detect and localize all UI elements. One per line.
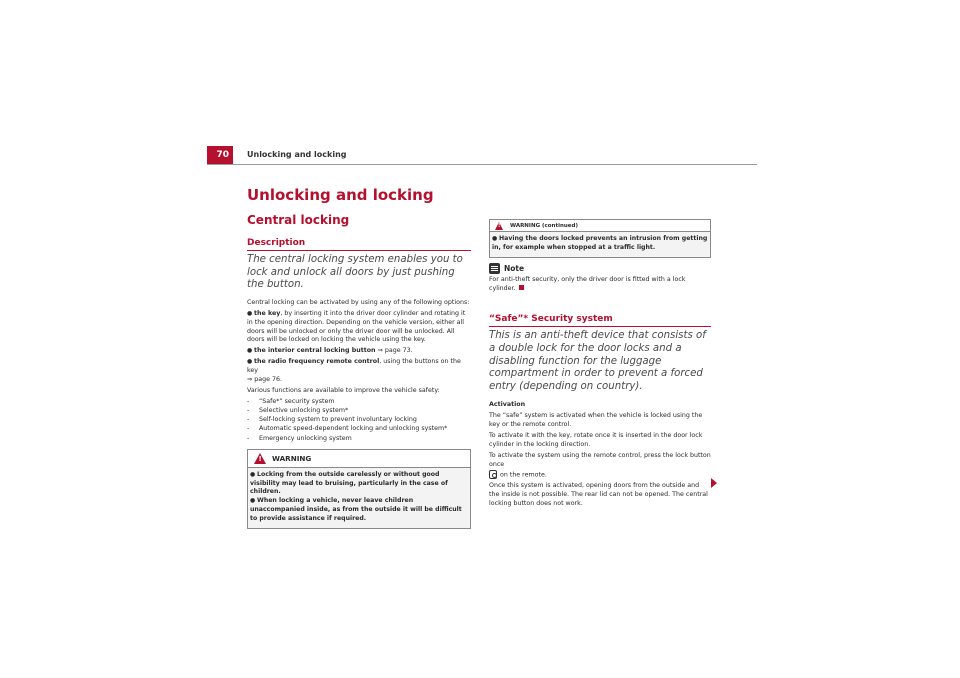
bullet-item: [247, 347, 471, 356]
warning-header: [490, 220, 710, 232]
bullet-icon: ●: [247, 309, 253, 317]
running-header: Unlocking and locking: [247, 150, 347, 159]
page-reference-link[interactable]: ⇒ page 73.: [377, 347, 413, 355]
bullet-bold: the interior central locking button: [254, 347, 376, 355]
note-label: Note: [504, 263, 525, 273]
bullet-icon: ●: [492, 235, 498, 242]
list-item: - Automatic speed-dependent locking and unlocking system*: [247, 424, 471, 433]
bullet-bold: the key: [254, 309, 281, 317]
bullet-text: , by inserting it into the driver door cylinder and rotating it in the opening direction. Depending on the vehicle version, either all doors will be unlocked or only the driver door will be unlocked. All doors will be locked on locking the vehicle using the key.: [247, 309, 466, 344]
paragraph: Central locking can be activated by using any of the following options:: [247, 298, 470, 306]
subsection-rule: [489, 326, 711, 327]
paragraph-text: To activate the system using the remote control, press the lock button once: [489, 451, 711, 468]
warning-box-continued: [489, 219, 711, 258]
warning-body: [248, 468, 470, 528]
subsection-title: Description: [247, 238, 306, 248]
warning-item: [250, 497, 468, 523]
warning-label: WARNING (continued): [510, 222, 578, 229]
note-body: For anti-theft security, only the driver door is fitted with a lock cylinder.: [489, 275, 686, 292]
bullet-item: [247, 310, 471, 346]
warning-label: WARNING: [272, 453, 312, 463]
intro-text: This is an anti-theft device that consists of a double lock for the door locks and a disabling function for the luggage compartment in order to prevent a forced entry (depending on country).: [489, 330, 706, 392]
paragraph: The “safe” system is activated when the vehicle is locked using the key or the remote control.: [489, 412, 703, 429]
warning-text: Locking from the outside carelessly or without good visibility may lead to bruising, particularly in the case of children.: [250, 470, 448, 496]
warning-item: [492, 235, 708, 253]
bullet-icon: ●: [247, 347, 253, 355]
subsection-title: “Safe”* Security system: [489, 314, 613, 325]
bullet-icon: ●: [250, 470, 256, 478]
warning-header: [248, 450, 470, 468]
left-column: [247, 186, 471, 529]
bullet-text: , using the buttons on the key: [247, 358, 461, 375]
warning-icon: [254, 453, 266, 464]
warning-text: Having the doors locked prevents an intrusion from getting in, for example when stopped at a traffic light.: [492, 235, 708, 251]
warning-item: [250, 471, 468, 497]
next-page-arrow-icon[interactable]: [711, 478, 717, 488]
dash-list: [247, 397, 471, 443]
paragraph: Once this system is activated, opening doors from the outside and the inside is not possible. The rear lid can not be opened. The central locking button does not work.: [489, 482, 708, 507]
bullet-item: [247, 358, 471, 385]
bullet-icon: ●: [250, 497, 256, 505]
note-text: [489, 276, 711, 294]
end-of-section-icon: [519, 285, 524, 290]
note-icon: [489, 263, 500, 274]
warning-box: [247, 449, 471, 529]
subsection-rule: [247, 250, 471, 251]
right-column: [489, 219, 711, 509]
intro-text: The central locking system enables you to lock and unlock all doors by just pushing the button.: [247, 254, 463, 291]
paragraph: [489, 452, 711, 480]
note-header: [489, 263, 711, 274]
warning-body: [490, 232, 710, 257]
bullet-icon: ●: [247, 358, 253, 366]
warning-icon: [495, 222, 503, 230]
warning-text: When locking a vehicle, never leave children unaccompanied inside, as from the outside it will be difficult to provide assistance if required.: [250, 497, 462, 522]
chapter-title: Unlocking and locking: [247, 186, 434, 204]
list-item: - Selective unlocking system*: [247, 406, 471, 415]
list-item: - “Safe*” security system: [247, 397, 471, 406]
header-divider: [207, 164, 757, 165]
lock-button-icon: [489, 470, 497, 479]
list-item: - Self-locking system to prevent involuntary locking: [247, 415, 471, 424]
bullet-bold: the radio frequency remote control: [254, 358, 380, 366]
paragraph: Various functions are available to improve the vehicle safety:: [247, 386, 440, 394]
section-title: Central locking: [247, 213, 350, 227]
page-reference-link[interactable]: ⇒ page 76.: [247, 376, 283, 384]
activation-label: Activation: [489, 401, 526, 409]
page-number: 70: [207, 146, 233, 164]
paragraph: To activate it with the key, rotate once it is inserted in the door lock cylinder in the locking direction.: [489, 432, 703, 448]
list-item: - Emergency unlocking system: [247, 434, 471, 443]
paragraph-text: on the remote.: [500, 471, 547, 479]
